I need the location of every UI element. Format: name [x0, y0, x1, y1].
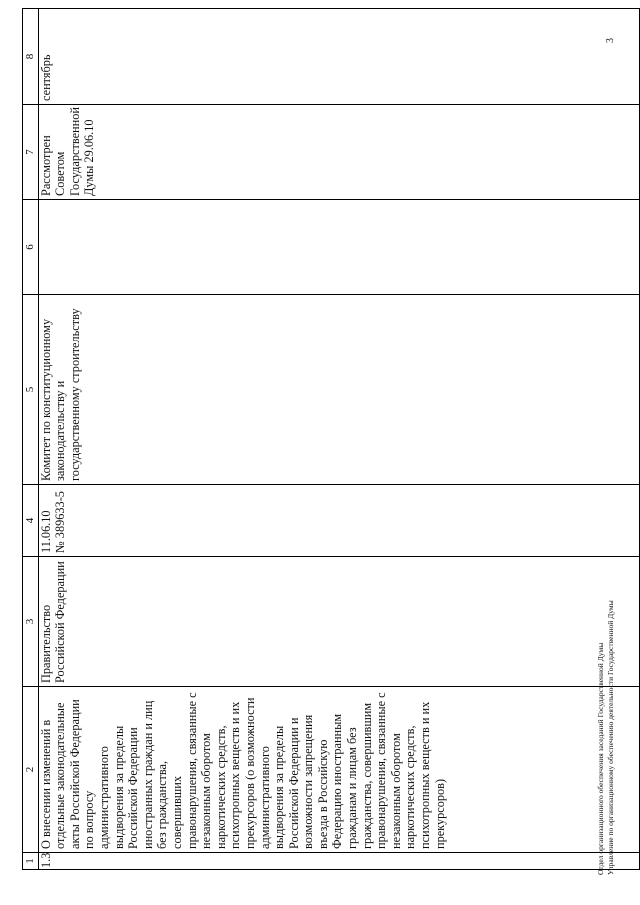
page-number: 3 — [605, 38, 616, 43]
header-col-3: 3 — [23, 557, 39, 687]
header-col-8: 8 — [23, 9, 39, 105]
registration-number: № 389633-5 — [53, 491, 68, 553]
col-6-cell — [38, 200, 639, 295]
bill-initiator — [38, 557, 639, 687]
header-col-6: 6 — [23, 200, 39, 295]
page-footer — [596, 175, 616, 875]
row-number: 1.3 — [38, 853, 639, 870]
header-col-5: 5 — [23, 295, 39, 485]
header-col-7: 7 — [23, 105, 39, 200]
header-col-4: 4 — [23, 485, 39, 557]
header-col-1: 1 — [23, 853, 39, 870]
table-header-row — [23, 9, 39, 870]
footer-line-2: Управление по организационному обеспечению деятельности Государственной Думы — [606, 600, 615, 875]
scheduled-period: сентябрь — [38, 9, 639, 105]
bill-status: Рассмотрен Советом Государственной Думы 29.06.10 — [38, 105, 639, 200]
bill-title: О внесении изменений в отдельные законодательные акты Российской Федерации по вопросу административного выдворения за пределы Российской Федерации иностранных граждан и лиц без гражданства, совершивших правонарушения, связанные с незаконным оборотом наркотических средств, психотропных веществ и их прекурсоров (о возможности административного выдворения за пределы Российской Федерации и возможности запрещения въезда в Российскую Федерацию иностранным гражданам и лицам без гражданства, совершившим правонарушения, связанные с незаконным оборотом наркотических средств, психотропных веществ и их прекурсоров) — [38, 687, 639, 853]
table-row — [38, 9, 639, 870]
bills-table — [22, 8, 640, 870]
responsible-committee: Комитет по конституционному законодательству и государственному строительству — [38, 295, 639, 485]
registration-date: 11.06.10 — [38, 510, 53, 553]
bill-registration — [38, 485, 639, 557]
footer-line-1: Отдел организационного обеспечения заседаний Государственной Думы — [596, 642, 605, 875]
initiator-text: Правительство Российской Федерации — [38, 561, 68, 683]
header-col-2: 2 — [23, 687, 39, 853]
